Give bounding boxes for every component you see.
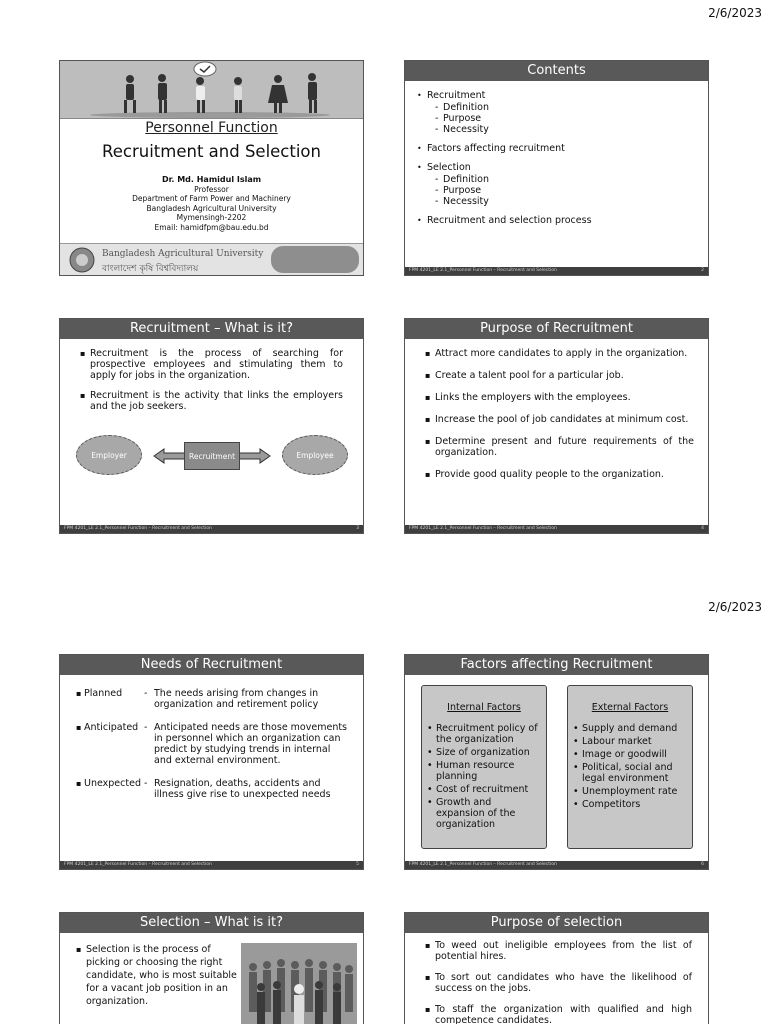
bullet-item: ▪ To sort out candidates who have the likelihood of success on the jobs. — [423, 972, 692, 994]
slide-footer: FPM 4201_LE 2.1_Personnel Function – Recruitment and Selection 2 — [405, 267, 708, 275]
factor-item: • Political, social and legal environment — [572, 762, 686, 784]
factor-item: • Cost of recruitment — [426, 784, 540, 795]
author-role: Professor — [194, 184, 229, 194]
author-city: Mymensingh-2202 — [176, 213, 247, 222]
bullet-item: ▪ Selection is the process of picking or choosing the right candidate, who is most suitable for a vacant job position in an organization. — [74, 943, 240, 1008]
factor-item: • Labour market — [572, 736, 686, 747]
slide-header: Selection – What is it? — [60, 913, 363, 933]
people-illustration — [60, 61, 363, 119]
university-banner — [60, 243, 363, 275]
contents-subitem: - Definition — [427, 174, 698, 185]
contents-item: • Selection - Definition - Purpose - Necessity — [415, 162, 698, 207]
employee-cloud: Employee — [282, 435, 348, 475]
contents-list — [415, 90, 698, 226]
employer-cloud: Employer — [76, 435, 142, 475]
slide-purpose-selection — [404, 912, 709, 1024]
slide-factors-recruitment — [404, 654, 709, 870]
slide-footer: FPM 4201_LE 2.1_Personnel Function – Recruitment and Selection 6 — [405, 861, 708, 869]
bullet-item: ▪ Recruitment is the process of searching for prospective employees and stimulating them to apply for jobs in the organization. — [78, 348, 343, 381]
bullet-item: ▪ Create a talent pool for a particular job. — [423, 370, 694, 381]
factor-item: • Unemployment rate — [572, 786, 686, 797]
bullet-item: ▪ Links the employers with the employees. — [423, 392, 694, 403]
slide-purpose-recruitment — [404, 318, 709, 534]
slide-footer: FPM 4201_LE 2.1_Personnel Function – Recruitment and Selection 3 — [60, 525, 363, 533]
bullet-item: ▪ Provide good quality people to the organization. — [423, 469, 694, 480]
slide-title-text: Personnel Function — [145, 120, 278, 136]
slide-footer: FPM 4201_LE 2.1_Personnel Function – Recruitment and Selection 5 — [60, 861, 363, 869]
factor-item: • Recruitment policy of the organization — [426, 723, 540, 745]
slide-header: Recruitment – What is it? — [60, 319, 363, 339]
slide-subtitle: Recruitment and Selection — [102, 142, 321, 161]
slide-header: Factors affecting Recruitment — [405, 655, 708, 675]
internal-factors-scroll — [421, 685, 547, 849]
contents-subitem: - Definition — [427, 102, 698, 113]
university-logo-icon — [66, 245, 102, 275]
bullet-item: ▪ Attract more candidates to apply in the organization. — [423, 348, 694, 359]
bullet-item: ▪ To weed out ineligible employees from the list of potential hires. — [423, 940, 692, 962]
external-factors-title: External Factors — [591, 702, 669, 713]
university-name-en: Bangladesh Agricultural University — [102, 249, 264, 259]
contents-item: • Factors affecting recruitment — [415, 143, 698, 154]
factor-item: • Supply and demand — [572, 723, 686, 734]
slide-header: Contents — [405, 61, 708, 81]
slide-recruitment-definition — [59, 318, 364, 534]
factor-item: • Image or goodwill — [572, 749, 686, 760]
slide-header: Purpose of Recruitment — [405, 319, 708, 339]
author-email: Email: hamidfpm@bau.edu.bd — [154, 222, 269, 232]
bullet-item: ▪ To staff the organization with qualified and high competence candidates. — [423, 1004, 692, 1024]
university-name-bn: বাংলাদেশ কৃষি বিশ্ববিদ্যালয় — [102, 264, 199, 274]
campus-photo — [271, 246, 359, 273]
contents-subitem: - Necessity — [427, 124, 698, 135]
slide-footer: FPM 4201_LE 2.1_Personnel Function – Recruitment and Selection 4 — [405, 525, 708, 533]
slide-needs-recruitment — [59, 654, 364, 870]
slide-header: Purpose of selection — [405, 913, 708, 933]
page-date-middle: 2/6/2023 — [708, 600, 762, 614]
contents-subitem: - Purpose — [427, 185, 698, 196]
slide-title — [59, 60, 364, 276]
recruitment-box: Recruitment — [184, 442, 240, 470]
bullet-item: ▪ Increase the pool of job candidates at minimum cost. — [423, 414, 694, 425]
bullet-item: ▪ Determine present and future requirements of the organization. — [423, 436, 694, 458]
contents-subitem: - Purpose — [427, 113, 698, 124]
slide-contents — [404, 60, 709, 276]
contents-subitem: - Necessity — [427, 196, 698, 207]
contents-item: • Recruitment - Definition - Purpose - Necessity — [415, 90, 698, 135]
internal-factors-title: Internal Factors — [447, 702, 521, 713]
bullet-item: ▪ Recruitment is the activity that links the employers and the job seekers. — [78, 390, 343, 412]
contents-item: • Recruitment and selection process — [415, 215, 698, 226]
author-dept: Department of Farm Power and Machinery — [132, 194, 291, 203]
factor-item: • Size of organization — [426, 747, 540, 758]
author-name: Dr. Md. Hamidul Islam — [161, 175, 262, 184]
factor-item: • Growth and expansion of the organization — [426, 797, 540, 830]
author-university: Bangladesh Agricultural University — [146, 203, 277, 213]
needs-row: ▪ Planned - The needs arising from changes in organization and retirement policy — [74, 688, 349, 710]
author-info — [60, 175, 363, 232]
factor-item: • Human resource planning — [426, 760, 540, 782]
slide-selection-definition — [59, 912, 364, 1024]
needs-row: ▪ Anticipated - Anticipated needs are those movements in personnel which an organization can predict by studying trends in internal and external environment. — [74, 722, 349, 766]
page-date-top: 2/6/2023 — [708, 6, 762, 20]
needs-row: ▪ Unexpected - Resignation, deaths, accidents and illness give rise to unexpected needs — [74, 778, 349, 800]
external-factors-scroll — [567, 685, 693, 849]
slide-header: Needs of Recruitment — [60, 655, 363, 675]
factor-item: • Competitors — [572, 799, 686, 810]
crowd-photo — [241, 943, 357, 1024]
